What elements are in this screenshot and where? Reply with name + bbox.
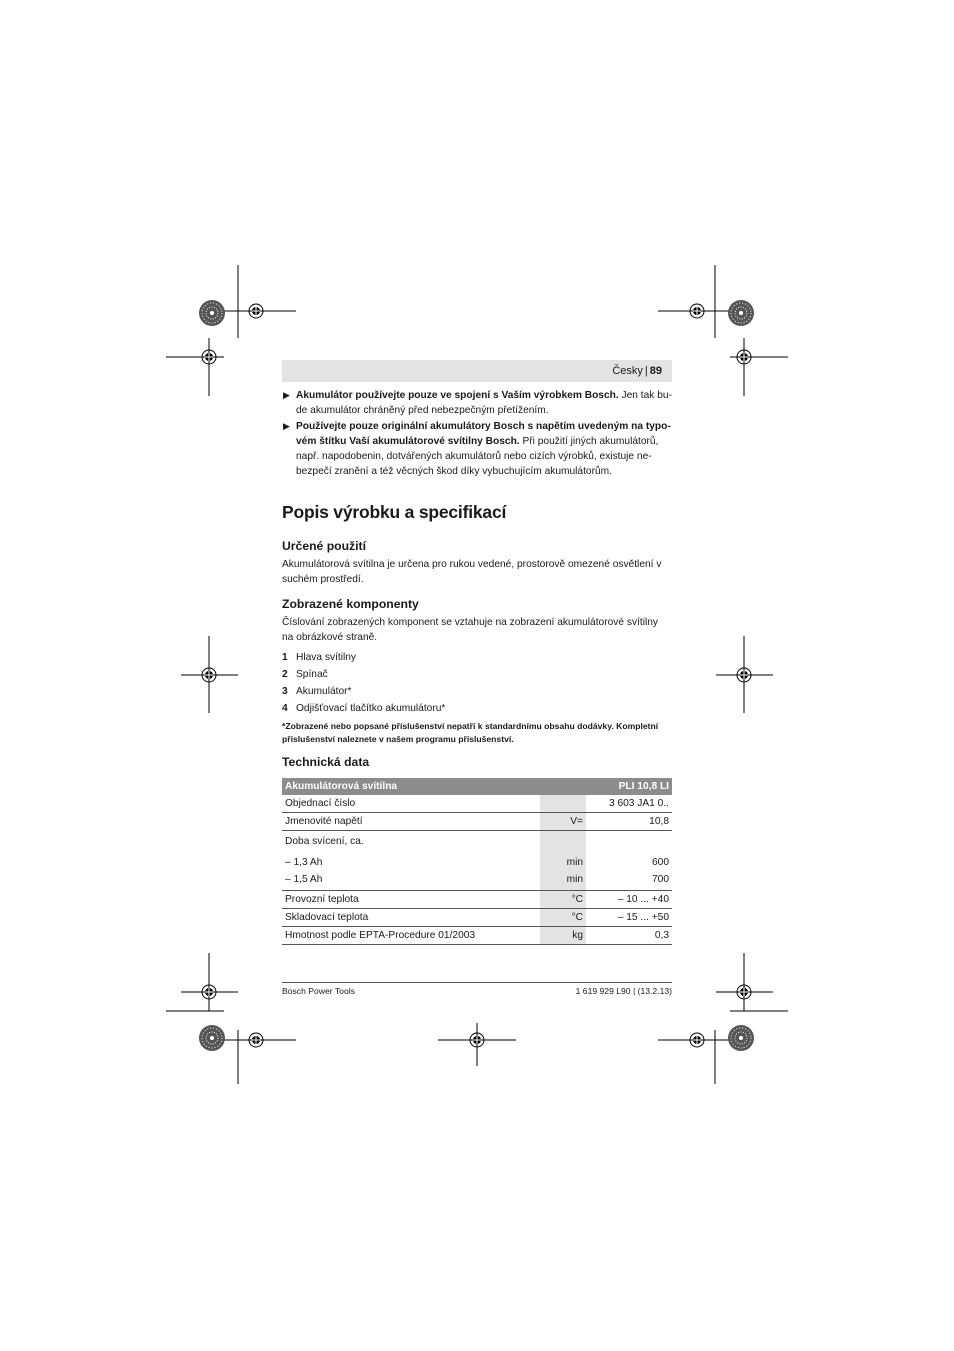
- intended-use-text: Akumulátorová svítilna je určena pro rukou vedené, prostorově omezené osvětlení v suchém prostředí.: [282, 559, 662, 585]
- list-item: [282, 649, 672, 666]
- item-number: 3: [282, 686, 288, 697]
- components-heading: Zobrazené komponenty: [282, 597, 419, 611]
- row-label: [282, 831, 540, 891]
- table-row: [282, 831, 672, 891]
- footer-brand: Bosch Power Tools: [282, 986, 355, 996]
- item-label: Akumulátor*: [296, 686, 352, 697]
- item-number: 4: [282, 703, 288, 714]
- tech-data-table: [282, 778, 672, 945]
- row-value: – 15 ... +50: [586, 909, 672, 927]
- row-value: [586, 831, 672, 891]
- header-separator: |: [644, 365, 648, 377]
- item-label: Odjišťovací tlačítko akumulátoru*: [296, 703, 446, 714]
- row-label: Hmotnost podle EPTA-Procedure 01/2003: [282, 927, 540, 945]
- bullet-bold-text: Akumulátor používejte pouze ve spojení s Vaším výrobkem Bosch.: [296, 390, 619, 401]
- light-time-a-unit: min: [566, 857, 583, 868]
- footer-doc-number: 1 619 929 L90 | (13.2.13): [575, 986, 672, 996]
- manual-page: [282, 360, 672, 945]
- row-unit: [540, 795, 586, 813]
- list-item: [282, 700, 672, 717]
- safety-bullet: [282, 388, 672, 418]
- header-language: Česky: [612, 365, 643, 377]
- table-header-model: PLI 10,8 LI: [586, 778, 672, 795]
- tech-data-section: [282, 755, 672, 945]
- row-value: 10,8: [586, 813, 672, 831]
- row-unit: kg: [540, 927, 586, 945]
- table-header-product: Akumulátorová svítilna: [282, 778, 586, 795]
- row-unit: °C: [540, 909, 586, 927]
- row-label: Objednací číslo: [282, 795, 540, 813]
- page-footer: [282, 982, 672, 996]
- row-unit: °C: [540, 891, 586, 909]
- row-label: Jmenovité napětí: [282, 813, 540, 831]
- list-item: [282, 666, 672, 683]
- section-title: Popis výrobku a specifikací: [282, 502, 507, 522]
- light-time-b-unit: min: [566, 874, 583, 885]
- table-row: [282, 909, 672, 927]
- item-number: 1: [282, 652, 288, 663]
- table-row: [282, 795, 672, 813]
- list-item: [282, 683, 672, 700]
- safety-bullet: [282, 419, 672, 479]
- components-list: [282, 649, 672, 717]
- page-number: 89: [649, 365, 662, 377]
- row-label: Provozní teplota: [282, 891, 540, 909]
- intended-use-section: [282, 539, 672, 587]
- components-section: [282, 597, 672, 746]
- row-value: 0,3: [586, 927, 672, 945]
- row-value: 3 603 JA1 0..: [586, 795, 672, 813]
- light-time-label: Doba svícení, ca.: [285, 836, 364, 847]
- bullet-triangle-icon: ▶: [283, 390, 290, 400]
- table-row: [282, 891, 672, 909]
- page-header: [282, 360, 672, 382]
- row-value: – 10 ... +40: [586, 891, 672, 909]
- table-row: [282, 813, 672, 831]
- accessories-footnote: *Zobrazené nebo popsané příslušenství nepatří k standardnímu obsahu dodávky. Kompletní příslušenství naleznete v našem programu příslušenství.: [282, 721, 659, 744]
- light-time-a-label: – 1,3 Ah: [285, 857, 323, 868]
- table-row: [282, 927, 672, 945]
- table-header-row: [282, 778, 672, 795]
- item-number: 2: [282, 669, 288, 680]
- light-time-a-value: 600: [652, 857, 669, 868]
- safety-bullets: [282, 388, 672, 479]
- item-label: Spínač: [296, 669, 328, 680]
- item-label: Hlava svítilny: [296, 652, 357, 663]
- intended-use-heading: Určené použití: [282, 539, 366, 553]
- bullet-bold-text: Používejte pouze originální akumulátory Bosch s napětím uvedeným na typo-vém štítku Vaší akumulátorové svítilny Bosch.: [296, 421, 671, 447]
- row-unit: V=: [540, 813, 586, 831]
- row-unit: [540, 831, 586, 891]
- bullet-text: Jen tak bu-de akumulátor chráněný před nebezpečným přetížením.: [296, 390, 672, 416]
- light-time-b-value: 700: [652, 874, 669, 885]
- bullet-triangle-icon: ▶: [283, 421, 290, 431]
- bullet-text: Při použití jiných akumulátorů, např. napodobenin, dotvářených akumulátorů nebo cizích výrobků, existuje ne-bezpečí zranění a též věcných škod díky vybuchujícím akumulátorům.: [296, 436, 659, 477]
- row-label: Skladovací teplota: [282, 909, 540, 927]
- components-text: Číslování zobrazených komponent se vztahuje na zobrazení akumulátorové svítilny na obrázkové straně.: [282, 617, 659, 643]
- tech-data-heading: Technická data: [282, 755, 370, 769]
- light-time-b-label: – 1,5 Ah: [285, 874, 323, 885]
